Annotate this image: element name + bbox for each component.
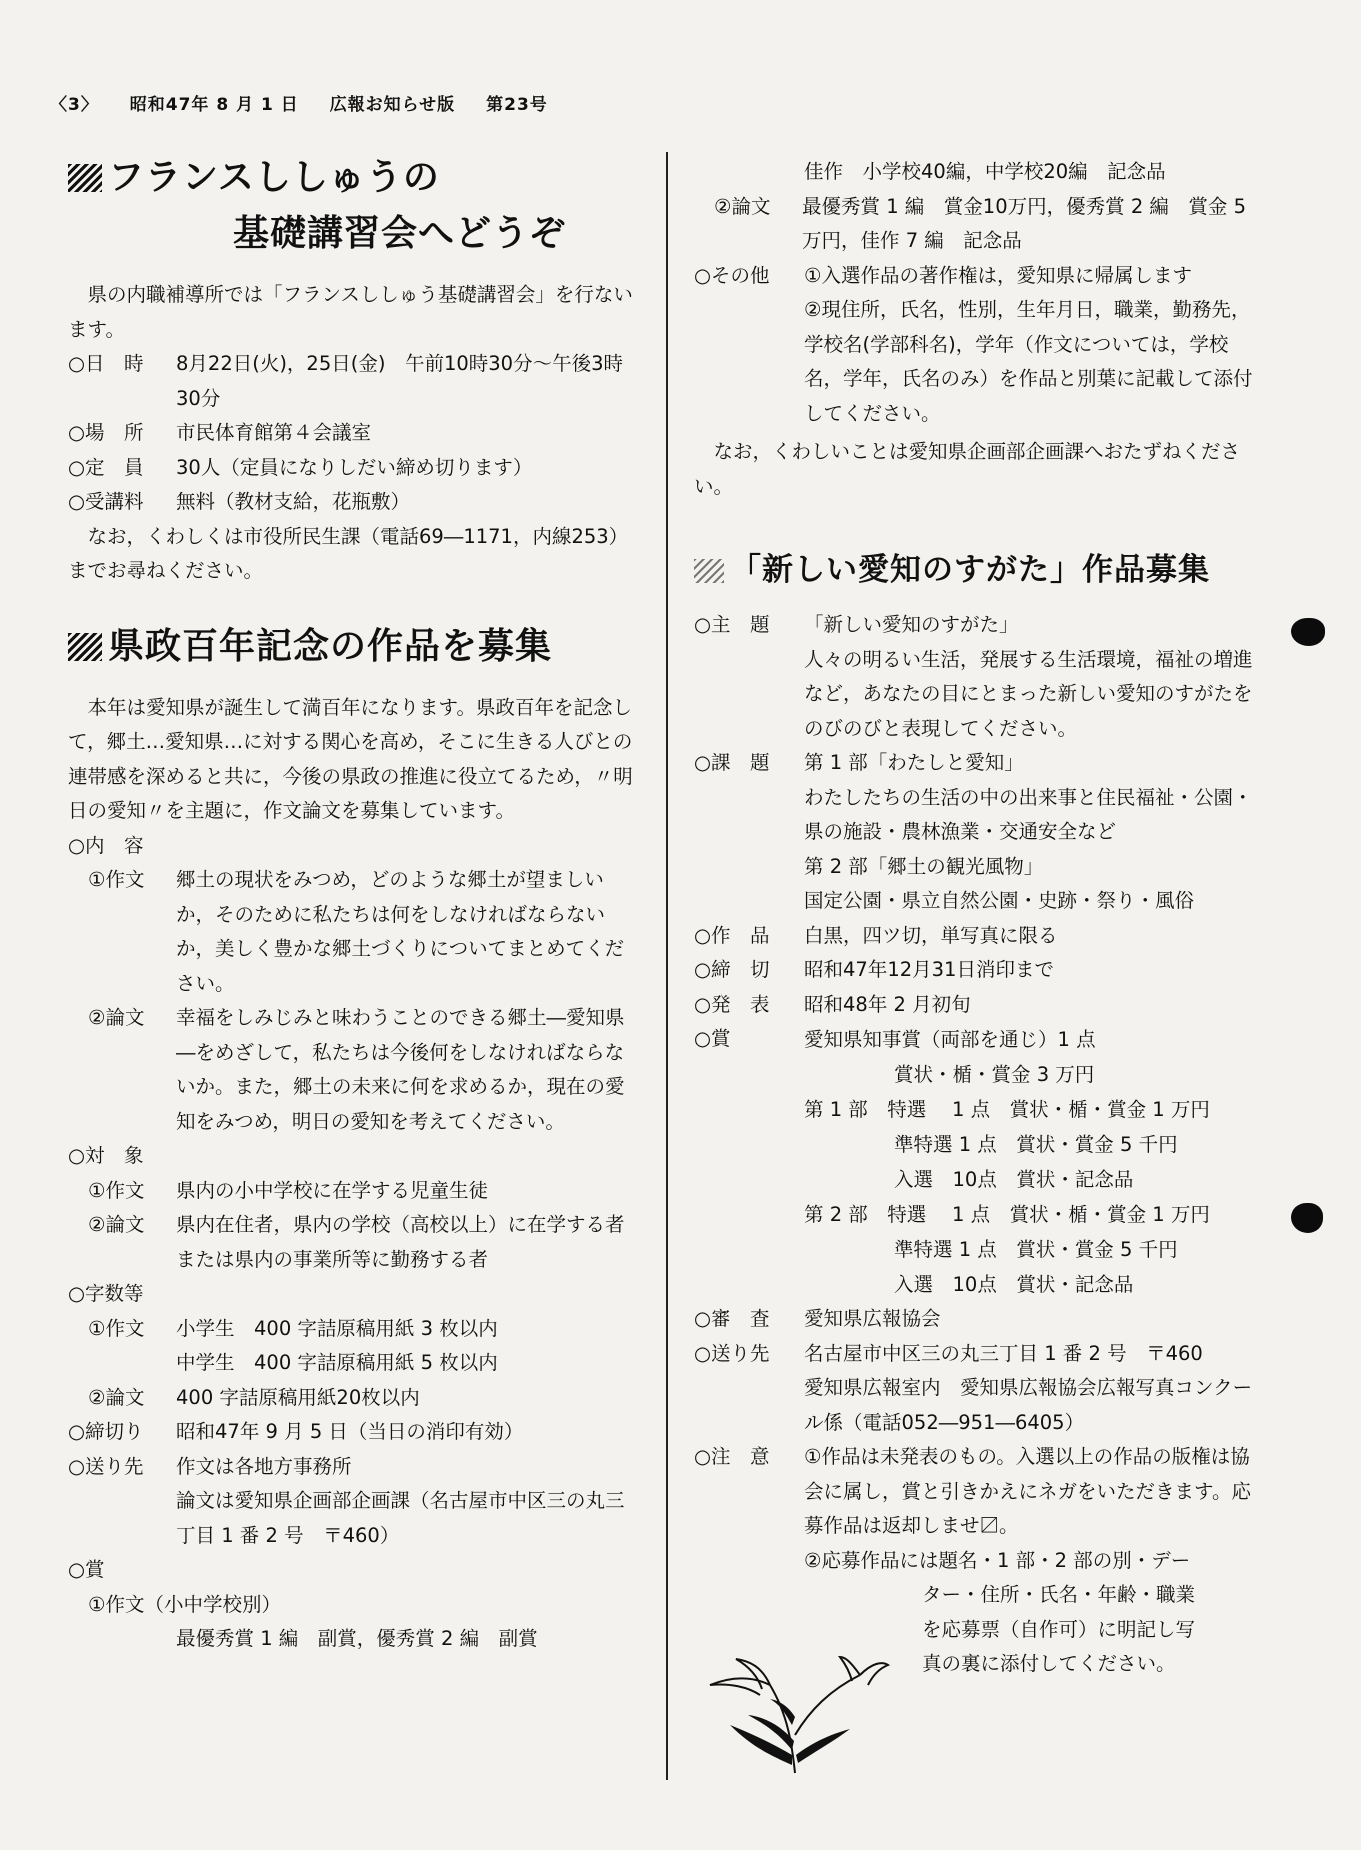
caution-continued: ター・住所・氏名・年齢・職業 を応募票（自作可）に明記し写 真の裏に添付してください。: [922, 1583, 1196, 1675]
page-number: 〈3〉: [50, 95, 99, 115]
embroidery-intro: 県の内職補導所では「フランスししゅう基礎講習会」を行ないます。: [68, 283, 633, 341]
centennial-title: 県政百年記念の作品を募集: [68, 619, 640, 675]
photo-prize: ○賞 愛知県知事賞（両部を通じ）1 点 賞状・楯・賞金 3 万円 第 1 部 特選 1 点 賞状・楯・賞金 1 万円 準特選 1 点 賞状・賞金 5 千円 入選 10点 賞状・記念品 第 2 部 特選 1 点 賞状・楯・賞金 1 万円 準特選 1 点 賞状・賞金 5 千円 入選 10点 賞状・記念品: [694, 1027, 1210, 1296]
embroidery-article: [68, 150, 640, 589]
embroidery-item: ○場 所 市民体育館第４会議室: [68, 421, 372, 444]
centennial-continued: [694, 155, 1266, 504]
caution-item: ○注 意 ①作品は未発表のもの。入選以上の作品の版権は協会に属し，賞と引きかえにネガをいただきます。応募作品は返却しませ〼。 ②応募作品には題名・1 部・2 部の別・デー: [694, 1445, 1251, 1572]
right-column: [694, 155, 1266, 1682]
binding-hole-mark: [1291, 1203, 1323, 1233]
left-column: [68, 150, 640, 1657]
photo-item: ○締 切 昭和47年12月31日消印まで: [694, 958, 1054, 981]
hatch-mark-icon: [68, 164, 102, 192]
embroidery-note: なお，くわしくは市役所民生課（電話69―1171，内線253）までお尋ねください。: [68, 524, 629, 582]
prize-sakubun-line: 最優秀賞 1 編 副賞，優秀賞 2 編 副賞: [176, 1627, 538, 1650]
photo-send-item: ○送り先 名古屋市中区三の丸三丁目 1 番 2 号 〒460 愛知県広報室内 愛知県広報協会広報写真コンクール係（電話052―951―6405）: [694, 1341, 1253, 1434]
chars-ronbun: ②論文 400 字詰原稿用紙20枚以内: [88, 1385, 420, 1409]
embroidery-item: ○日 時 8月22日(火)，25日(金) 午前10時30分～午後3時30分: [68, 352, 623, 410]
photo-contest-title: 「新しい愛知のすがた」作品募集: [694, 546, 1266, 594]
lily-illustration-icon: [700, 1655, 890, 1775]
content-label: ○内 容: [68, 833, 144, 857]
target-label: ○対 象: [68, 1144, 144, 1167]
hatch-mark-icon: [68, 633, 102, 661]
content-item: ②論文 幸福をしみじみと味わうことのできる郷土―愛知県―をめざして，私たちは今後何をしなければならないか。また，郷土の未来に何を求めるか，現在の愛知をみつめ，明日の愛知を考えてください。: [88, 1006, 625, 1133]
send-item: ○送り先 作文は各地方事務所 論文は愛知県企画部企画課（名古屋市中区三の丸三丁目 1 番 2 号 〒460）: [68, 1454, 625, 1547]
photo-item: ○作 品 白黒，四ツ切，単写真に限る: [694, 923, 1058, 947]
other-item: ○その他 ①入選作品の著作権は，愛知県に帰属します ②現住所，氏名，性別，生年月日，職業，勤務先，学校名(学部科名)，学年（作文については，学校名，学年，氏名のみ）を作品と別葉に記載して添付してください。: [694, 263, 1253, 425]
binding-hole-mark: [1291, 618, 1325, 646]
embroidery-title: フランスししゅうの: [68, 150, 640, 206]
centennial-article: [68, 619, 640, 1657]
prize-ronbun: ②論文 最優秀賞 1 編 賞金10万円，優秀賞 2 編 賞金 5 万円，佳作 7 編 記念品: [714, 194, 1247, 252]
column-divider: [666, 152, 668, 1780]
deadline-item: ○締切り 昭和47年 9 月 5 日（当日の消印有効）: [68, 1420, 524, 1443]
prize-sakubun: ①作文（小中学校別）: [88, 1592, 281, 1616]
issue-date: 昭和47年 8 月 1 日: [129, 95, 299, 115]
photo-item: ○発 表 昭和48年 2 月初旬: [694, 992, 971, 1016]
issue-number: 第23号: [486, 95, 548, 115]
chars-label: ○字数等: [68, 1282, 144, 1305]
judge-item: ○審 査 愛知県広報協会: [694, 1307, 941, 1330]
embroidery-item: ○定 員 30人（定員になりしだい締め切ります）: [68, 455, 533, 479]
chars-sakubun: ①作文 小学生 400 字詰原稿用紙 3 枚以内 中学生 400 字詰原稿用紙 5 枚以内: [88, 1316, 498, 1374]
hatch-mark-icon: [694, 559, 724, 583]
theme-item: ○主 題 「新しい愛知のすがた」 人々の明るい生活，発展する生活環境，福祉の増進など，あなたの目にとまった新しい愛知のすがたをのびのびと表現してください。: [694, 613, 1253, 740]
target-item: ②論文 県内在住者，県内の学校（高校以上）に在学する者または県内の事業所等に勤務する者: [88, 1213, 625, 1271]
content-item: ①作文 郷土の現状をみつめ，どのような郷土が望ましいか，そのために私たちは何をしなければならないか，美しく豊かな郷土づくりについてまとめてください。: [88, 868, 625, 995]
target-item: ①作文 県内の小中学校に在学する児童生徒: [88, 1178, 489, 1202]
photo-contest-article: [694, 546, 1266, 1682]
centennial-intro: 本年は愛知県が誕生して満百年になります。県政百年を記念して，郷土…愛知県…に対する関心を高め，そこに生きる人びとの連帯感を深めると共に，今後の県政の推進に役立てるため，〃明日の愛知〃を主題に，作文論文を募集しています。: [68, 695, 633, 822]
centennial-note: なお，くわしいことは愛知県企画部企画課へおたずねください。: [694, 440, 1241, 498]
prize-kasaku: 佳作 小学校40編，中学校20編 記念品: [804, 160, 1166, 183]
page-header: [50, 90, 572, 115]
prize-label: ○賞: [68, 1558, 105, 1581]
edition-name: 広報お知らせ版: [329, 95, 456, 115]
embroidery-title-line2: 基礎講習会へどうぞ: [233, 213, 567, 254]
subject-item: ○課 題 第 1 部「わたしと愛知」 わたしたちの生活の中の出来事と住民福祉・公園・県の施設・農林漁業・交通安全など 第 2 部「郷土の観光風物」 国定公園・県立自然公園・史跡・祭り・風俗: [694, 751, 1253, 912]
embroidery-item: ○受講料 無料（教材支給，花瓶敷）: [68, 490, 411, 513]
